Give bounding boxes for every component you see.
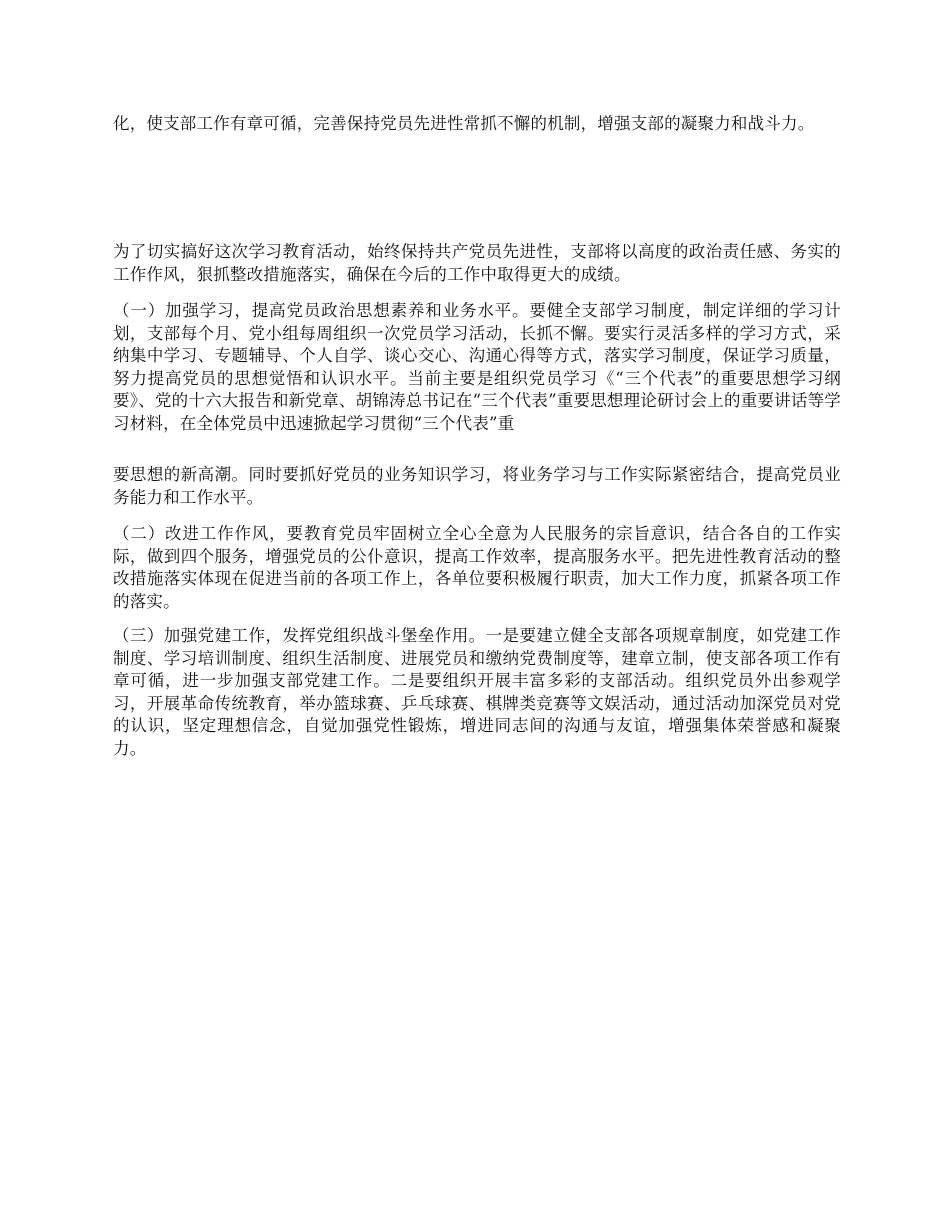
paragraph-section-2: （二）改进工作作风，要教育党员牢固树立全心全意为人民服务的宗旨意识，结合各自的工作实际，做到四个服务，增强党员的公仆意识，提高工作效率，提高服务水平。把先进性教育活动的整改措施落实体现在促进当前的各项工作上，各单位要积极履行职责，加大工作力度，抓紧各项工作的落实。 <box>113 524 841 611</box>
paragraph-continuation: 化，使支部工作有章可循，完善保持党员先进性常抓不懈的机制，增强支部的凝聚力和战斗力。 <box>113 114 815 133</box>
paragraph-intro: 为了切实搞好这次学习教育活动，始终保持共产党员先进性，支部将以高度的政治责任感、务实的工作作风，狠抓整改措施落实，确保在今后的工作中取得更大的成绩。 <box>113 242 841 284</box>
paragraph-section-1-continued: 要思想的新高潮。同时要抓好党员的业务知识学习，将业务学习与工作实际紧密结合，提高党员业务能力和工作水平。 <box>113 465 841 507</box>
paragraph-section-1: （一）加强学习，提高党员政治思想素养和业务水平。要健全支部学习制度，制定详细的学习计划，支部每个月、党小组每周组织一次党员学习活动，长抓不懈。要实行灵活多样的学习方式，采纳集中学习、专题辅导、个人自学、谈心交心、沟通心得等方式，落实学习制度，保证学习质量，努力提高党员的思想觉悟和认识水平。当前主要是组织党员学习《“三个代表”的重要思想学习纲要》、党的十六大报告和新党章、胡锦涛总书记在“三个代表”重要思想理论研讨会上的重要讲话等学习材料，在全体党员中迅速掀起学习贯彻“三个代表”重 <box>113 301 841 433</box>
paragraph-section-3: （三）加强党建工作，发挥党组织战斗堡垒作用。一是要建立健全支部各项规章制度，如党建工作制度、学习培训制度、组织生活制度、进展党员和缴纳党费制度等，建章立制，使支部各项工作有章可循，进一步加强支部党建工作。二是要组织开展丰富多彩的支部活动。组织党员外出参观学习，开展革命传统教育，举办篮球赛、乒乓球赛、棋牌类竞赛等文娱活动，通过活动加深党员对党的认识，坚定理想信念，自觉加强党性锻炼，增进同志间的沟通与友谊，增强集体荣誉感和凝聚力。 <box>113 626 841 758</box>
